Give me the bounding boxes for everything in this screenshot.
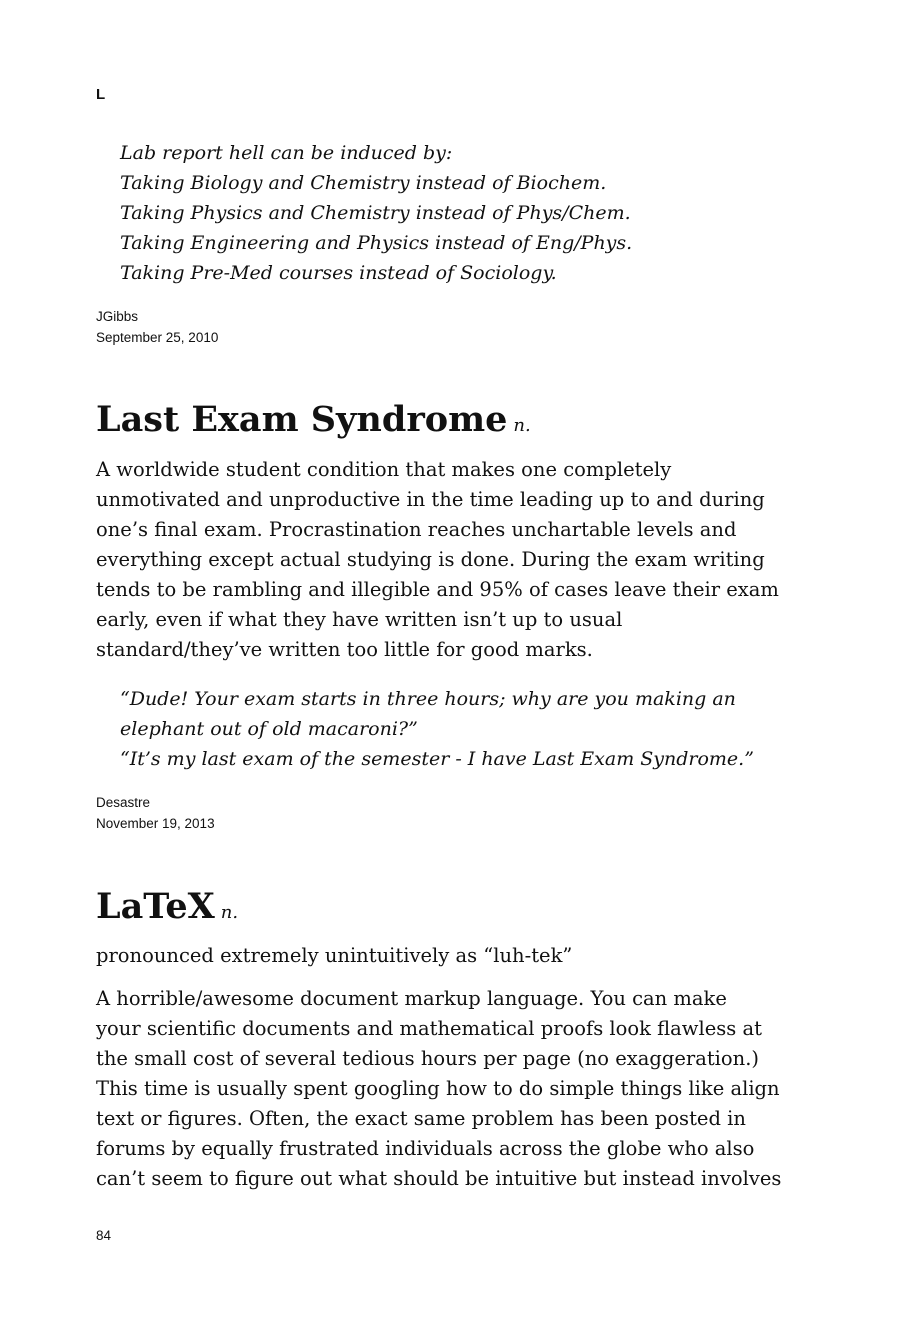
headword-text: Last Exam Syndrome [96, 399, 508, 440]
entry-byline [96, 792, 215, 834]
date: September 25, 2010 [96, 330, 219, 345]
author: Desastre [96, 795, 151, 810]
quote-line: “It’s my last exam of the semester - I have Last Exam Syndrome.” [120, 748, 754, 770]
headword-text: LaTeX [96, 886, 215, 927]
definition-line: This time is usually spent googling how to do simple things like align [96, 1077, 780, 1100]
definition-line: one’s final exam. Procrastination reaches unchartable levels and [96, 518, 737, 541]
quote-line: Taking Biology and Chemistry instead of Biochem. [120, 172, 607, 194]
definition-line: tends to be rambling and illegible and 95% of cases leave their exam [96, 578, 779, 601]
entry-headword [96, 887, 238, 933]
definition-line: can’t seem to figure out what should be intuitive but instead involves [96, 1167, 782, 1190]
definition-line: early, even if what they have written isn’t up to usual [96, 608, 623, 631]
definition-line: text or figures. Often, the exact same problem has been posted in [96, 1107, 746, 1130]
definition-line: standard/they’ve written too little for good marks. [96, 638, 593, 661]
quote-line: elephant out of old macaroni?” [120, 718, 418, 740]
quote-line: Taking Pre-Med courses instead of Sociology. [120, 262, 557, 284]
date: November 19, 2013 [96, 816, 215, 831]
running-head: L [96, 86, 106, 103]
example-quote [120, 684, 754, 774]
definition-line: A horrible/awesome document markup language. You can make [96, 987, 727, 1010]
prev-entry [96, 138, 632, 288]
definition-line: everything except actual studying is done. During the exam writing [96, 548, 765, 571]
part-of-speech: n. [220, 902, 239, 923]
pronunciation-line: pronounced extremely unintuitively as “luh-tek” [96, 944, 573, 967]
quote-line: “Dude! Your exam starts in three hours; why are you making an [120, 688, 736, 710]
quote-line: Taking Physics and Chemistry instead of Phys/Chem. [120, 202, 631, 224]
quote-line: Taking Engineering and Physics instead of Eng/Phys. [120, 232, 633, 254]
page-number: 84 [96, 1228, 112, 1243]
example-quote-block [96, 684, 754, 774]
definition-line: A worldwide student condition that makes one completely [96, 458, 672, 481]
definition-line: your scientific documents and mathematical proofs look flawless at [96, 1017, 762, 1040]
definition-line: unmotivated and unproductive in the time leading up to and during [96, 488, 765, 511]
prev-entry-byline [96, 306, 218, 348]
entry-definition [96, 984, 781, 1194]
entry-headword [96, 400, 531, 446]
part-of-speech: n. [513, 415, 531, 436]
pronunciation [96, 941, 572, 971]
example-quote [120, 138, 632, 288]
entry-definition [96, 455, 779, 665]
quote-line: Lab report hell can be induced by: [120, 142, 453, 164]
definition-line: forums by equally frustrated individuals across the globe who also [96, 1137, 755, 1160]
author: JGibbs [96, 309, 139, 324]
definition-line: the small cost of several tedious hours per page (no exaggeration.) [96, 1047, 760, 1070]
